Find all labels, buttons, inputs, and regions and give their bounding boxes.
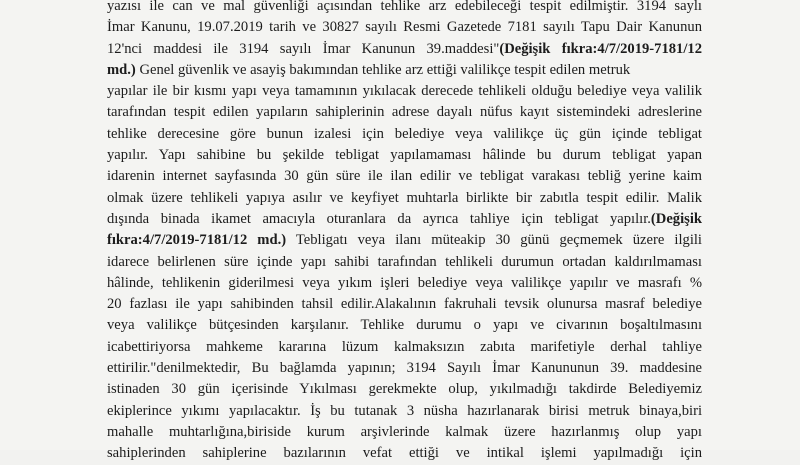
text-segment: idarenin internet sayfasında 30 gün süre ile ilan edilir ve tebligat varakası tebliğ yerine kaim <box>107 168 702 185</box>
text-segment: ettirilir."denilmektedir, Bu bağlamda yapının; 3194 Sayılı İmar Kanununun 39. maddesine <box>107 360 702 377</box>
text-segment: yazısı ile can ve mal güvenliği açısından tehlike arz edebileceği tespit edilmiştir. 3194 saylı <box>107 0 702 14</box>
text-segment: 20 fazlası ile yapı sahibinden tahsil edilir.Alakalının fakruhali tevsik olunursa masraf belediye <box>107 296 702 313</box>
text-segment: Tebligatı veya ilanı müteakip 30 günü geçmemek üzere ilgili <box>286 232 702 249</box>
text-line <box>107 145 702 166</box>
text-line <box>107 0 702 17</box>
text-line <box>107 60 702 81</box>
text-line <box>107 81 702 102</box>
text-line <box>107 422 702 443</box>
text-segment: mahalle muhtarlığına,biriside kurum arşivlerinde kalmak üzere hazırlanmış olup yapı <box>107 423 702 440</box>
text-line <box>107 102 702 123</box>
text-segment: dışında binada ikamet amacıyla oturanlara da ayrıca tahliye için tebligat yapılır. <box>107 210 651 227</box>
text-segment: 12'nci maddesi ile 3194 sayılı İmar Kanunun 39.maddesi" <box>107 40 500 57</box>
text-line <box>107 252 702 273</box>
text-segment: veya valilikçe bütçesinden karşılanır. Tehlike durumu o yapı ve civarının boşaltılmasını <box>107 317 702 334</box>
text-segment: icabettiriyorsa mahkeme kararına lüzum kalmaksızın zabıta marifetiyle derhal tahliye <box>107 338 702 355</box>
text-line <box>107 124 702 145</box>
text-line <box>107 443 702 464</box>
text-line <box>107 209 702 230</box>
text-segment: tehlike derecesine göre bunun izalesi için belediye veya valilikçe üç gün içinde tebligat <box>107 125 702 142</box>
amendment-reference: (Değişik <box>650 210 702 227</box>
amendment-reference: fıkra:4/7/2019-7181/12 md.) <box>107 232 287 249</box>
amendment-reference: (Değişik fıkra:4/7/2019-7181/12 <box>499 40 702 57</box>
text-line <box>107 379 702 400</box>
text-segment: Genel güvenlik ve asayiş bakımından tehlike arz ettiği valilikçe tespit edilen metruk <box>135 61 631 78</box>
text-line <box>107 294 702 315</box>
text-segment: olmak üzere tehlikeli yapıya asılır ve keyfiyet muhtarla birlikte bir zabıtla tespit edilir. Malik <box>107 189 702 206</box>
text-segment: istinaden 30 gün içerisinde Yıkılması gerekmekte olup, yıkılmadığı takdirde Belediyemiz <box>107 381 702 398</box>
text-segment: ekiplerince yıkımı yapılacaktır. İş bu tutanak 3 nüsha hazırlanarak birisi metruk binaya,biri <box>107 402 702 419</box>
text-line <box>107 39 702 60</box>
text-segment: tarafından tespit edilen yapıların sahiplerinin adrese dayalı nüfus kayıt sistemindeki adreslerine <box>107 104 702 121</box>
text-line <box>107 17 702 38</box>
text-line <box>107 166 702 187</box>
text-segment: yapılır. Yapı sahibine bu şekilde tebligat yapılamaması hâlinde bu durum tebligat yapan <box>107 147 702 164</box>
amendment-reference: md.) <box>107 61 136 78</box>
text-segment: idarece belirlenen süre içinde yapı sahibi tarafından tehlikeli durumun ortadan kaldırılmaması <box>107 253 702 270</box>
text-line <box>107 358 702 379</box>
text-segment: sahiplerinden sahiplerine bazılarının vefat ettiği ve intikal işlemi yapılmadığı için <box>107 445 702 462</box>
document-body <box>107 0 702 465</box>
text-line <box>107 273 702 294</box>
text-segment: yapılar ile bir kısmı yapı veya tamamının yıkılacak derecede tehlikeli olduğu belediye veya valilik <box>107 83 702 100</box>
text-line <box>107 230 702 251</box>
text-line <box>107 188 702 209</box>
text-line <box>107 401 702 422</box>
text-segment: hâlinde, tehlikenin giderilmesi veya yıkım işleri belediye veya valilikçe yapılır ve masrafı % <box>107 274 702 291</box>
text-segment: İmar Kanunu, 19.07.2019 tarih ve 30827 sayılı Resmi Gazetede 7181 sayılı Tapu Dair Kanunun <box>107 19 702 36</box>
text-line <box>107 337 702 358</box>
text-line <box>107 315 702 336</box>
